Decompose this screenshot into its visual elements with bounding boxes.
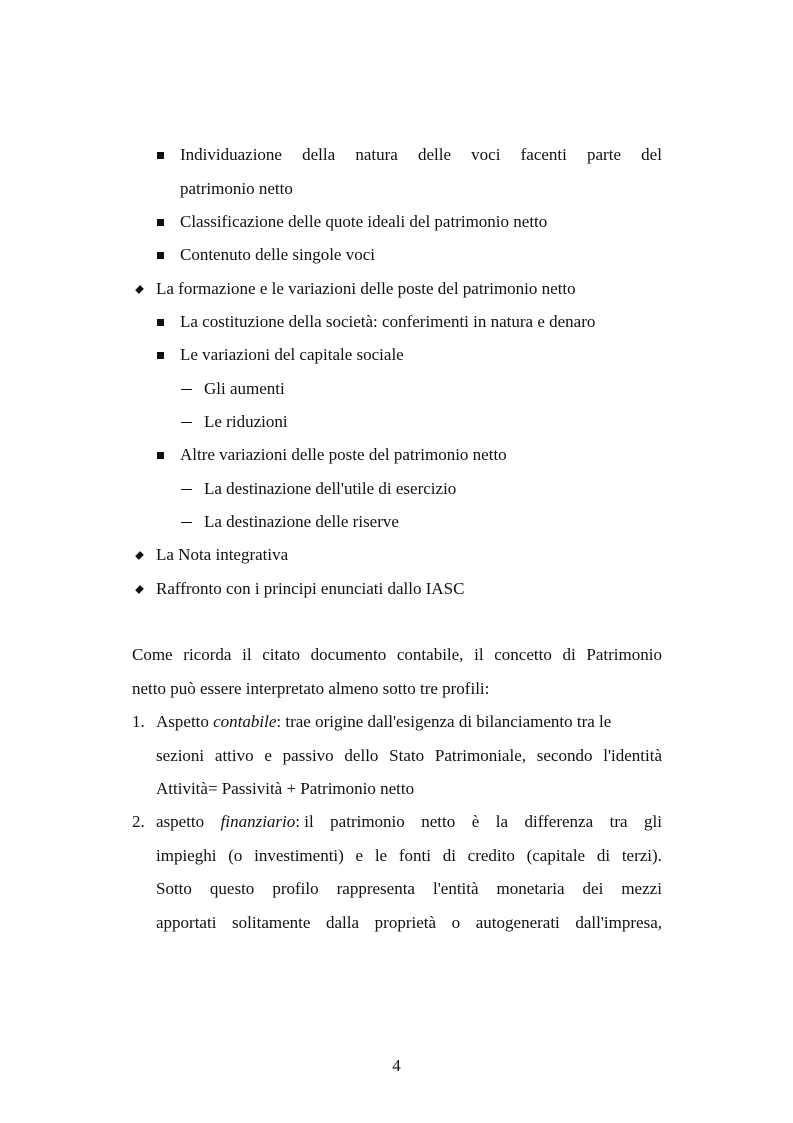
outline-sub-2b: Le riduzioni: [204, 412, 288, 431]
outline-sub-2a: Gli aumenti: [204, 379, 285, 398]
word: il: [474, 645, 484, 664]
outline-section-1: La formazione e le variazioni delle poste del patrimonio netto: [156, 279, 576, 298]
word: impieghi: [156, 846, 217, 865]
word: passivo: [282, 746, 334, 765]
point-2-line-3: [156, 879, 662, 899]
word: terzi).: [621, 846, 662, 865]
word: Come: [132, 645, 173, 664]
point-1-prefix: Aspetto: [156, 712, 214, 731]
word: attivo: [214, 746, 254, 765]
outline-item-1-line-2: patrimonio netto: [180, 179, 293, 198]
word: gli: [644, 812, 662, 831]
word: Stato: [389, 746, 425, 765]
outline-item-1-line-1: [180, 145, 662, 165]
point-2-line-1: [156, 812, 662, 832]
word: investimenti): [254, 846, 344, 865]
word: del: [641, 145, 662, 164]
outline-sub-2: Le variazioni del capitale sociale: [180, 345, 404, 364]
word: contabile,: [396, 645, 464, 664]
word: ricorda: [183, 645, 232, 664]
diamond-bullet-icon: [135, 551, 144, 560]
word: dall'impresa,: [575, 913, 662, 932]
dash-bullet-icon: [181, 522, 192, 523]
word: patrimonio: [330, 812, 405, 831]
point-2-prefix: aspetto: [156, 812, 205, 831]
square-bullet-icon: [157, 452, 164, 459]
square-bullet-icon: [157, 219, 164, 226]
word: dalla: [326, 913, 360, 932]
word: documento: [310, 645, 387, 664]
word: natura: [355, 145, 398, 164]
word: dello: [344, 746, 379, 765]
word: monetaria: [496, 879, 565, 898]
word: la: [495, 812, 509, 831]
word: il: [242, 645, 252, 664]
point-1-emphasis: contabile: [213, 712, 277, 731]
outline-item-2: Classificazione delle quote ideali del patrimonio netto: [180, 212, 548, 231]
word: di: [562, 645, 576, 664]
square-bullet-icon: [157, 252, 164, 259]
word: (capitale: [526, 846, 586, 865]
point-2-line-2: [156, 846, 662, 866]
word: voci: [471, 145, 501, 164]
square-bullet-icon: [157, 152, 164, 159]
point-2-after-emphasis: : il: [295, 812, 314, 831]
word: differenza: [524, 812, 594, 831]
word: (o: [228, 846, 243, 865]
point-1-line-1: [156, 712, 611, 732]
outline-sub-1: La costituzione della società: conferimenti in natura e denaro: [180, 312, 596, 331]
outline-sub-3a: La destinazione dell'utile di esercizio: [204, 479, 457, 498]
word: sezioni: [156, 746, 205, 765]
word: o: [451, 913, 461, 932]
diamond-bullet-icon: [135, 285, 144, 294]
intro-line-2: netto può essere interpretato almeno sotto tre profili:: [132, 679, 490, 698]
word: è: [471, 812, 480, 831]
word: della: [302, 145, 336, 164]
outline-sub-3b: La destinazione delle riserve: [204, 512, 399, 531]
point-1-line-2: [156, 746, 662, 766]
word: delle: [417, 145, 452, 164]
word: dei: [582, 879, 604, 898]
word: tra: [609, 812, 628, 831]
word: di: [442, 846, 456, 865]
outline-sub-3: Altre variazioni delle poste del patrimonio netto: [180, 445, 507, 464]
word: mezzi: [621, 879, 662, 898]
word: solitamente: [232, 913, 311, 932]
point-1-line-3: Attività= Passività + Patrimonio netto: [156, 779, 415, 798]
dash-bullet-icon: [181, 422, 192, 423]
word: fonti: [398, 846, 431, 865]
word: proprietà: [374, 913, 437, 932]
square-bullet-icon: [157, 352, 164, 359]
word: le: [374, 846, 388, 865]
word: credito: [467, 846, 515, 865]
word: Patrimonio: [586, 645, 662, 664]
word: autogenerati: [475, 913, 560, 932]
outline-item-3: Contenuto delle singole voci: [180, 245, 375, 264]
page-number: 4: [392, 1056, 401, 1075]
word: parte: [587, 145, 621, 164]
word: l'identità: [603, 746, 662, 765]
word: concetto: [494, 645, 552, 664]
point-1-rest: : trae origine dall'esigenza di bilanciamento tra le: [276, 712, 612, 731]
word: profilo: [272, 879, 319, 898]
word: Sotto: [156, 879, 192, 898]
word: rappresenta: [336, 879, 415, 898]
word: di: [596, 846, 611, 865]
square-bullet-icon: [157, 319, 164, 326]
word: citato: [262, 645, 300, 664]
list-number-2: 2.: [132, 812, 145, 831]
word: e: [264, 746, 272, 765]
word: apportati: [156, 913, 217, 932]
word: netto: [421, 812, 456, 831]
dash-bullet-icon: [181, 489, 192, 490]
point-2-emphasis: finanziario: [220, 812, 296, 831]
word: questo: [209, 879, 255, 898]
word: l'entità: [432, 879, 479, 898]
word: Patrimoniale,: [434, 746, 526, 765]
point-2-emphasis-group: [221, 812, 314, 832]
outline-section-2: La Nota integrativa: [156, 545, 289, 564]
intro-line-1: [132, 645, 662, 665]
dash-bullet-icon: [181, 389, 192, 390]
word: e: [355, 846, 364, 865]
word: Individuazione: [180, 145, 282, 164]
list-number-1: 1.: [132, 712, 145, 731]
word: facenti: [520, 145, 567, 164]
outline-section-3: Raffronto con i principi enunciati dallo IASC: [156, 579, 465, 598]
word: secondo: [536, 746, 593, 765]
point-2-line-4: [156, 913, 662, 933]
diamond-bullet-icon: [135, 585, 144, 594]
